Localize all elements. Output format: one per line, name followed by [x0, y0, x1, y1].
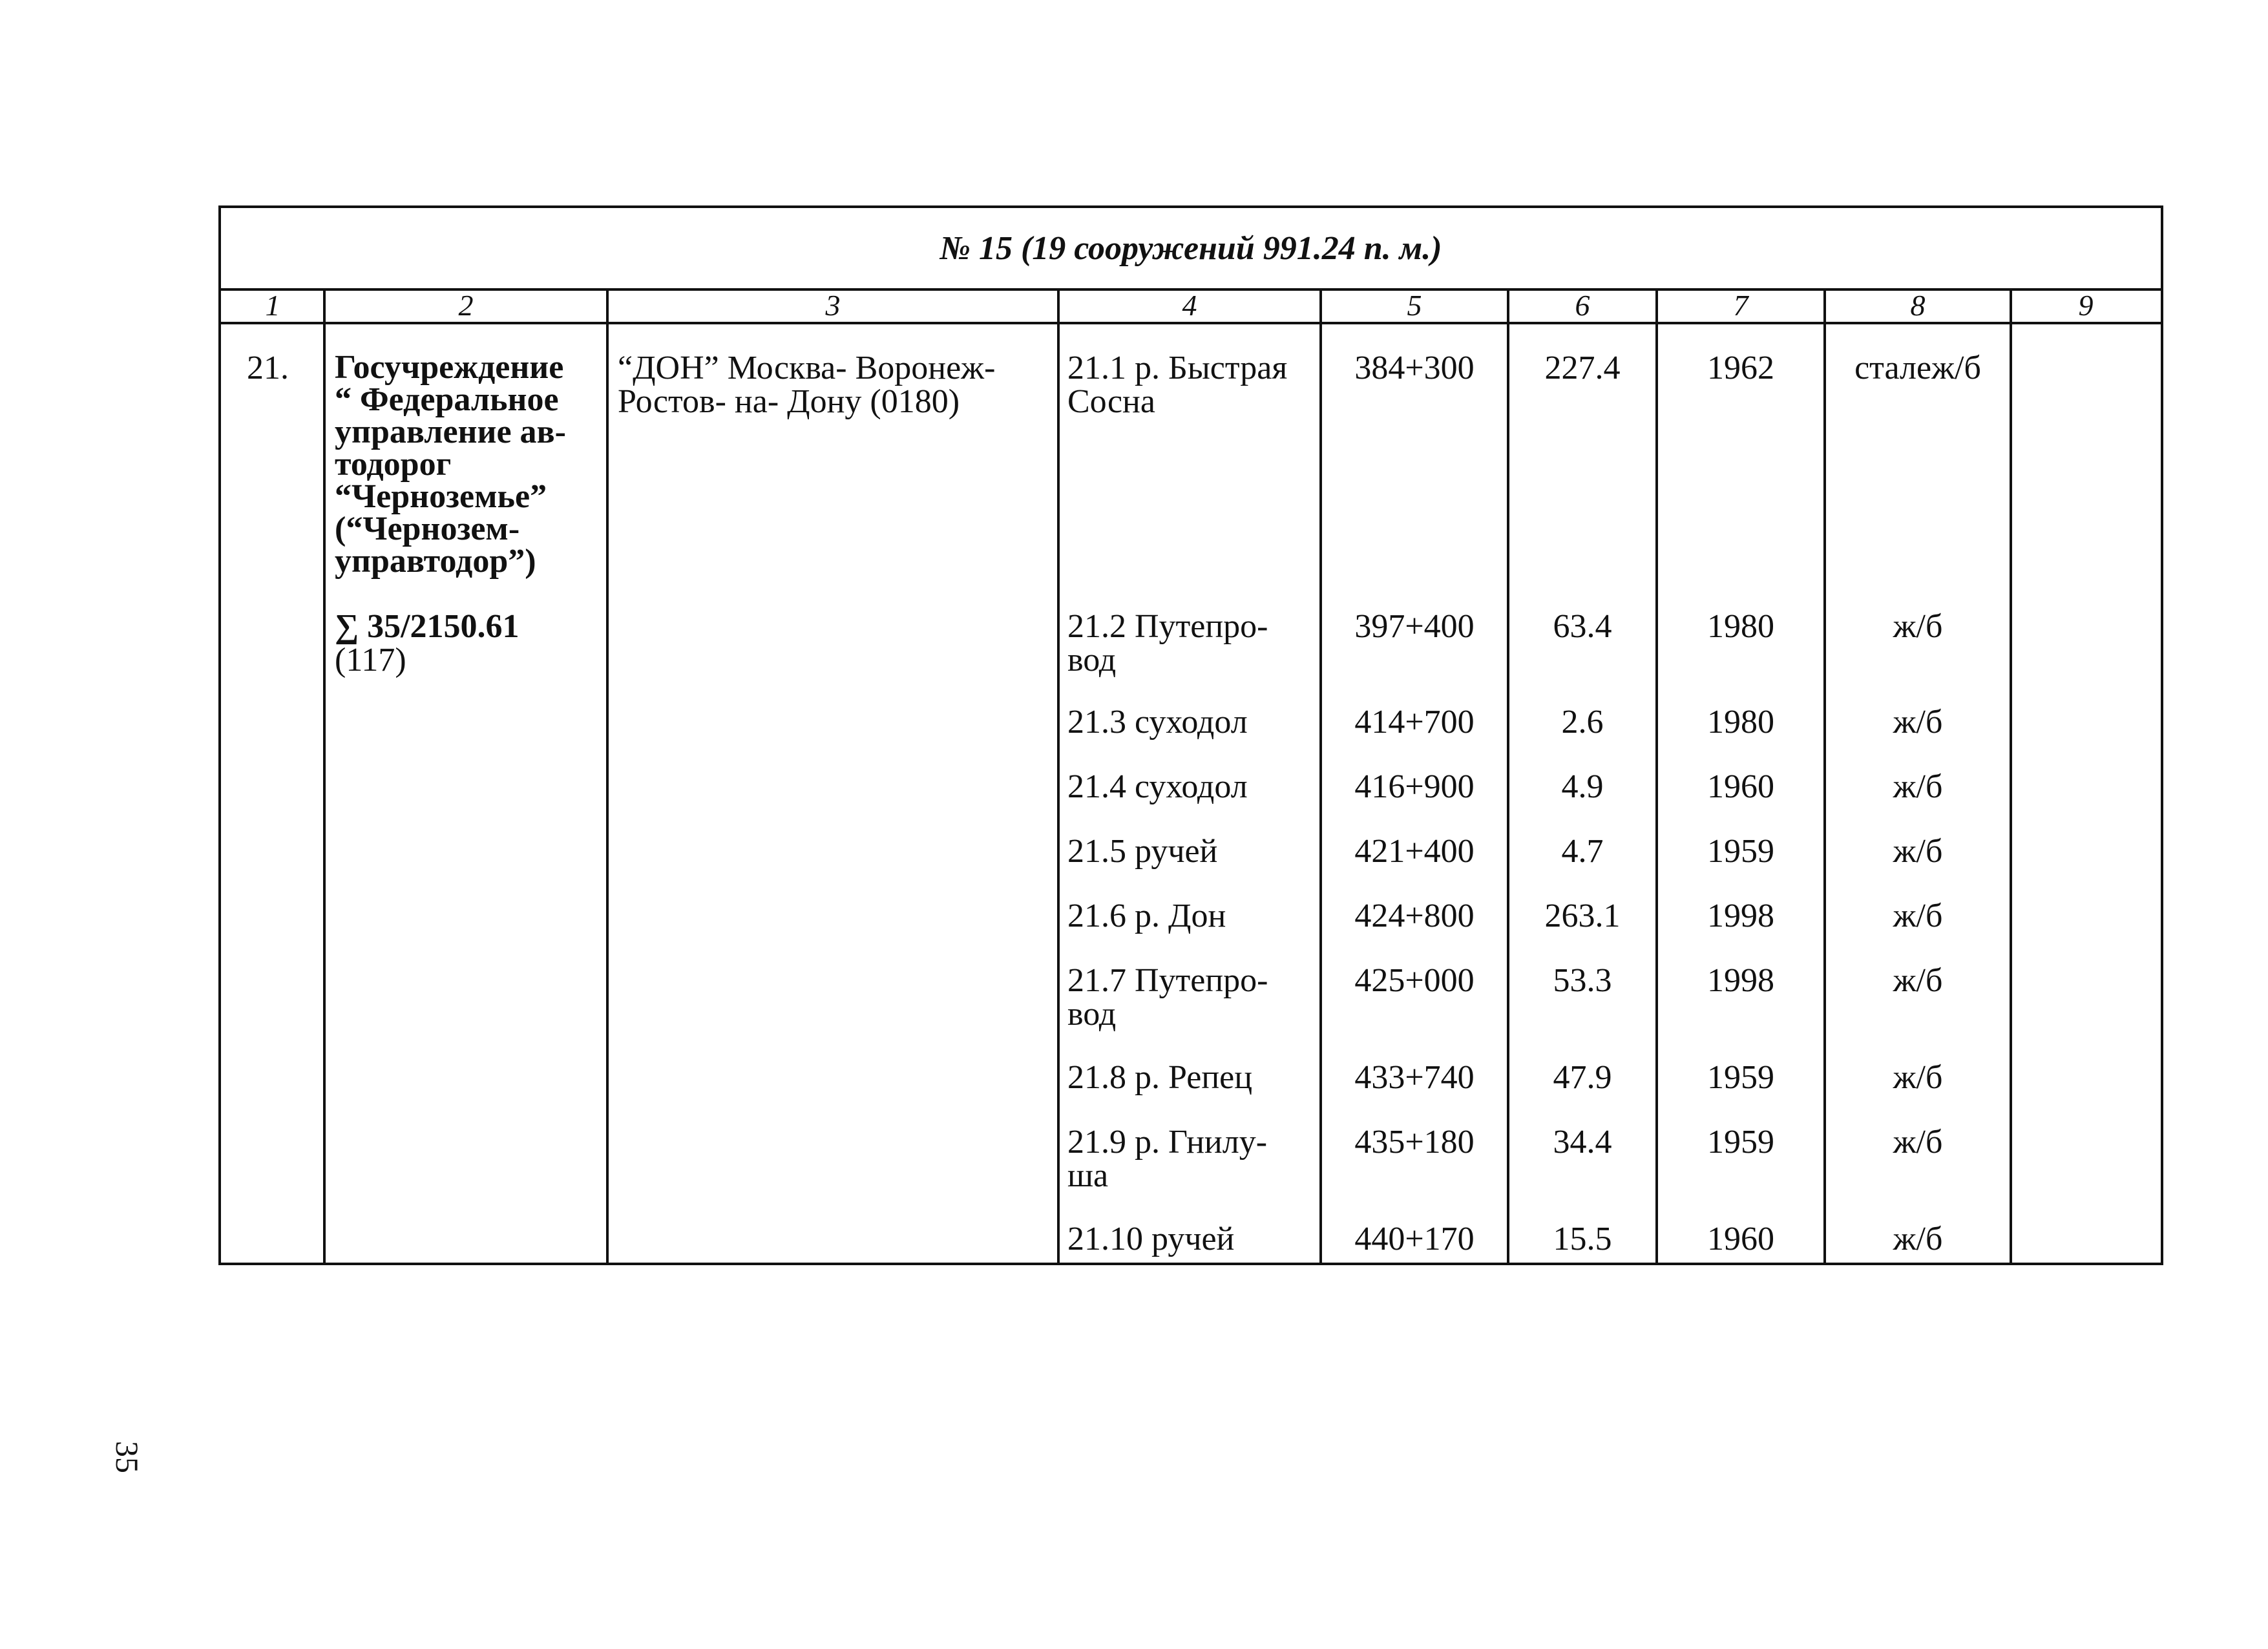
year-cell: 1980 — [1707, 704, 1774, 740]
organization-summary — [335, 610, 520, 677]
material-cell: сталеж/б — [1854, 350, 1981, 386]
km-cell: 421+400 — [1354, 833, 1475, 870]
material-cell: ж/б — [1893, 704, 1943, 740]
organization-line: (“Чернозем- — [335, 510, 520, 547]
km-cell: 425+000 — [1354, 962, 1475, 999]
structure-name-line: ша — [1067, 1157, 1109, 1194]
length-cell: 34.4 — [1553, 1124, 1612, 1161]
structure-name — [1067, 610, 1268, 677]
structure-name-line: вод — [1067, 642, 1117, 678]
page-number: 35 — [109, 1441, 145, 1473]
material-cell: ж/б — [1893, 768, 1943, 805]
table-title: № 15 (19 сооружений 991.24 п. м.) — [221, 208, 2161, 291]
structure-name — [1067, 964, 1268, 1031]
column-number-6: 6 — [1575, 289, 1590, 322]
column-number-2: 2 — [458, 289, 474, 322]
length-cell: 4.9 — [1561, 768, 1604, 805]
year-cell: 1962 — [1707, 350, 1774, 386]
material-cell: ж/б — [1893, 833, 1943, 870]
structure-name — [1067, 899, 1226, 933]
material-cell: ж/б — [1893, 608, 1943, 645]
length-cell: 263.1 — [1544, 898, 1621, 934]
year-cell: 1959 — [1707, 1124, 1774, 1161]
structure-name-line: 21.10 ручей — [1067, 1221, 1235, 1257]
km-cell: 424+800 — [1354, 898, 1475, 934]
km-cell: 435+180 — [1354, 1124, 1475, 1161]
organization-line: “ Федеральное — [335, 381, 559, 418]
km-cell: 384+300 — [1354, 350, 1475, 386]
structure-name — [1067, 1223, 1234, 1256]
column-number-7: 7 — [1733, 289, 1748, 322]
organization-line: тодорог — [335, 446, 452, 483]
column-divider — [1057, 291, 1060, 1263]
km-cell: 440+170 — [1354, 1221, 1475, 1257]
structure-name-line: 21.9 р. Гнилу- — [1067, 1124, 1268, 1161]
column-number-8: 8 — [1910, 289, 1926, 322]
structure-name — [1067, 835, 1217, 868]
length-cell: 227.4 — [1544, 350, 1621, 386]
length-cell: 53.3 — [1553, 962, 1612, 999]
organization-line: управление ав- — [335, 414, 566, 450]
road-line: Ростов- на- Дону (0180) — [618, 383, 960, 420]
structure-name-line: 21.3 суходол — [1067, 704, 1248, 740]
structure-name — [1067, 1061, 1252, 1095]
year-cell: 1980 — [1707, 608, 1774, 645]
column-number-5: 5 — [1407, 289, 1422, 322]
length-cell: 15.5 — [1553, 1221, 1612, 1257]
structure-name — [1067, 352, 1287, 419]
column-number-row — [221, 291, 2161, 324]
structure-name-line: 21.4 суходол — [1067, 768, 1248, 805]
column-number-4: 4 — [1182, 289, 1197, 322]
structure-name-line: 21.1 р. Быстрая — [1067, 350, 1288, 386]
organization-line: управтодор”) — [335, 543, 536, 580]
year-cell: 1960 — [1707, 1221, 1774, 1257]
structure-name-line: вод — [1067, 996, 1117, 1033]
length-cell: 63.4 — [1553, 608, 1612, 645]
structure-name-line: 21.8 р. Репец — [1067, 1059, 1253, 1096]
structure-name-line: 21.5 ручей — [1067, 833, 1218, 870]
material-cell: ж/б — [1893, 1221, 1943, 1257]
road-name — [618, 352, 995, 419]
organization-line: “Черноземье” — [335, 478, 547, 515]
structure-name-line: 21.6 р. Дон — [1067, 898, 1226, 934]
material-cell: ж/б — [1893, 898, 1943, 934]
km-cell: 433+740 — [1354, 1059, 1475, 1096]
length-cell: 4.7 — [1561, 833, 1604, 870]
length-cell: 47.9 — [1553, 1059, 1612, 1096]
year-cell: 1959 — [1707, 833, 1774, 870]
km-cell: 397+400 — [1354, 608, 1475, 645]
structure-name-line: 21.7 Путепро- — [1067, 962, 1268, 999]
material-cell: ж/б — [1893, 962, 1943, 999]
road-line: “ДОН” Москва- Воронеж- — [618, 350, 996, 386]
year-cell: 1998 — [1707, 898, 1774, 934]
structure-name-line: Сосна — [1067, 383, 1155, 420]
year-cell: 1998 — [1707, 962, 1774, 999]
length-cell: 2.6 — [1561, 704, 1604, 740]
material-cell: ж/б — [1893, 1124, 1943, 1161]
column-number-1: 1 — [265, 289, 280, 322]
structure-name-line: 21.2 Путепро- — [1067, 608, 1268, 645]
sum-count: (117) — [335, 642, 406, 678]
entry-number: 21. — [247, 350, 289, 386]
km-cell: 416+900 — [1354, 768, 1475, 805]
structures-table — [218, 205, 2163, 1265]
structure-name — [1067, 1126, 1267, 1193]
column-number-3: 3 — [825, 289, 841, 322]
year-cell: 1960 — [1707, 768, 1774, 805]
column-number-9: 9 — [2078, 289, 2094, 322]
column-divider — [323, 291, 326, 1263]
organization-line: Госучреждение — [335, 349, 564, 386]
structure-name — [1067, 706, 1248, 739]
km-cell: 414+700 — [1354, 704, 1475, 740]
material-cell: ж/б — [1893, 1059, 1943, 1096]
sum-label: ∑ 35/2150.61 — [335, 608, 520, 645]
column-divider — [606, 291, 609, 1263]
year-cell: 1959 — [1707, 1059, 1774, 1096]
structure-name — [1067, 770, 1248, 804]
organization-name — [335, 349, 566, 580]
